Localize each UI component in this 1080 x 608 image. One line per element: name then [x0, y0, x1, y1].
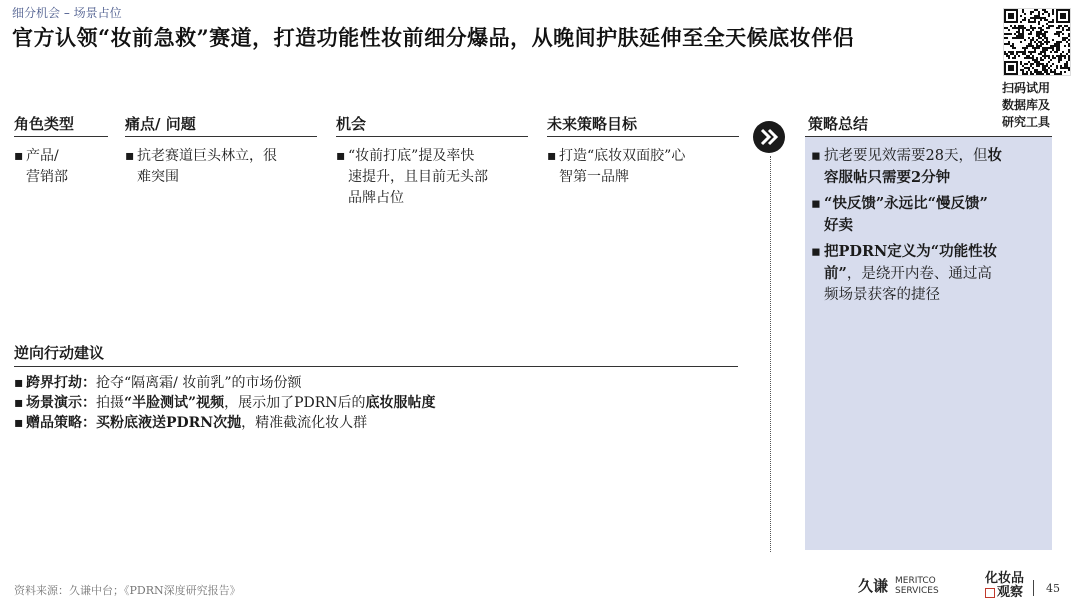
qr-code-graphic: [1004, 9, 1070, 75]
body-line: 品牌占位: [348, 190, 404, 206]
logo-sub-line: MERITCO: [895, 576, 936, 586]
body-line: 产品/: [26, 148, 59, 164]
bullet-marker: ▪: [547, 148, 557, 164]
qr-caption-line: 扫码试用: [1002, 81, 1051, 95]
page-number: 45: [1046, 582, 1060, 595]
bullet-marker: ▪: [125, 148, 135, 164]
column-divider: [125, 136, 317, 137]
bullet-marker: ▪: [811, 196, 821, 212]
column-divider: [336, 136, 528, 137]
body-line: 智第一品牌: [559, 169, 629, 185]
body-line: 抗老赛道巨头林立，很: [137, 148, 277, 164]
summary-line: [811, 241, 1049, 263]
column-body-opportunity: [336, 146, 532, 209]
body-line: 难突围: [137, 169, 179, 185]
text-run: 把PDRN定义为“功能性妆: [824, 243, 998, 260]
page-title: 官方认领“妆前急救”赛道，打造功能性妆前细分爆品，从晚间护肤延伸至全天候底妆伴侣: [12, 25, 855, 50]
column-divider: [14, 136, 108, 137]
meritco-logo: 久谦: [858, 577, 889, 595]
summary-title: 策略总结: [808, 115, 869, 133]
body-line: 速提升，且目前无头部: [348, 169, 488, 185]
body-line: “妆前打底”提及率快: [348, 148, 475, 164]
bullet-marker: ▪: [14, 148, 24, 164]
summary-line: [811, 145, 1049, 167]
bullet-marker: ▪: [336, 148, 346, 164]
text-run: 频场景获客的捷径: [824, 287, 940, 303]
source-note: 资料来源：久谦中台；《PDRN深度研究报告》: [14, 584, 241, 597]
body-line: 营销部: [26, 169, 68, 185]
bullet-marker: ▪: [14, 375, 24, 391]
summary-line: [811, 263, 1049, 285]
logo-line: 化妆品: [985, 571, 1025, 586]
qr-code-icon[interactable]: [1003, 8, 1071, 76]
summary-line: [811, 193, 1049, 215]
summary-line: [811, 285, 1049, 306]
bullet-marker: ▪: [14, 415, 24, 431]
summary-item: [811, 145, 1049, 189]
square-icon: [985, 588, 995, 598]
text-run: 抢夺“隔离霜/ 妆前乳”的市场份额: [96, 375, 302, 391]
column-divider: [547, 136, 739, 137]
cosmetics-observer-logo: [985, 572, 1024, 600]
qr-caption-line: 研究工具: [1002, 115, 1051, 129]
column-body-goal: [547, 146, 743, 188]
recommendation-item: [14, 393, 738, 413]
column-title-opportunity: 机会: [336, 115, 367, 133]
summary-line: [811, 215, 1049, 237]
text-run: ，是绕开内卷、通过高: [846, 266, 992, 282]
logo-line-text: 观察: [997, 585, 1024, 600]
column-title-pain: 痛点/ 问题: [125, 115, 196, 133]
text-run: ，精准截流化妆人群: [241, 415, 368, 431]
text-run: 跨界打劫：: [26, 375, 96, 391]
summary-item: [811, 241, 1049, 306]
bullet-marker: ▪: [811, 244, 821, 260]
text-run: 赠品策略：: [26, 415, 96, 431]
recommendations-title: 逆向行动建议: [14, 344, 105, 362]
text-run: 前”: [824, 265, 847, 282]
text-run: 底妆服帖度: [365, 395, 436, 411]
footer-separator: [1033, 580, 1034, 596]
text-run: 抗老要见效需要28天，但: [824, 148, 988, 164]
text-run: “半脸测试”视频: [124, 395, 225, 411]
text-run: ，展示加了PDRN后的: [224, 395, 366, 411]
recommendation-item: [14, 373, 738, 393]
qr-caption-line: 数据库及: [1002, 98, 1051, 112]
logo-sub-line: SERVICES: [895, 586, 939, 596]
dotted-divider: [770, 156, 771, 552]
text-run: 拍摄: [96, 395, 124, 411]
column-body-pain: [125, 146, 321, 188]
meritco-logo-sub: [895, 576, 939, 596]
text-run: 场景演示：: [26, 395, 96, 411]
logo-line: [985, 586, 1024, 600]
bullet-marker: ▪: [811, 148, 821, 164]
section-kicker: 细分机会 – 场景占位: [12, 6, 122, 20]
column-body-role: [14, 146, 110, 188]
text-run: 容服帖只需要2分钟: [824, 169, 951, 186]
body-line: 打造“底妆双面胶”心: [559, 148, 686, 164]
recommendations-divider: [14, 366, 738, 367]
double-chevron-right-icon: [753, 121, 785, 153]
recommendation-item: [14, 413, 738, 433]
recommendations-list: [14, 373, 738, 433]
bullet-marker: ▪: [14, 395, 24, 411]
summary-item: [811, 193, 1049, 237]
text-run: 妆: [987, 147, 1002, 164]
column-title-role: 角色类型: [14, 115, 75, 133]
summary-list: [811, 145, 1049, 310]
text-run: “快反馈”永远比“慢反馈”: [824, 195, 988, 212]
summary-line: [811, 167, 1049, 189]
text-run: 买粉底液送PDRN次抛: [96, 415, 242, 431]
qr-caption: [1002, 80, 1074, 131]
column-title-goal: 未来策略目标: [547, 115, 638, 133]
text-run: 好卖: [824, 217, 853, 234]
